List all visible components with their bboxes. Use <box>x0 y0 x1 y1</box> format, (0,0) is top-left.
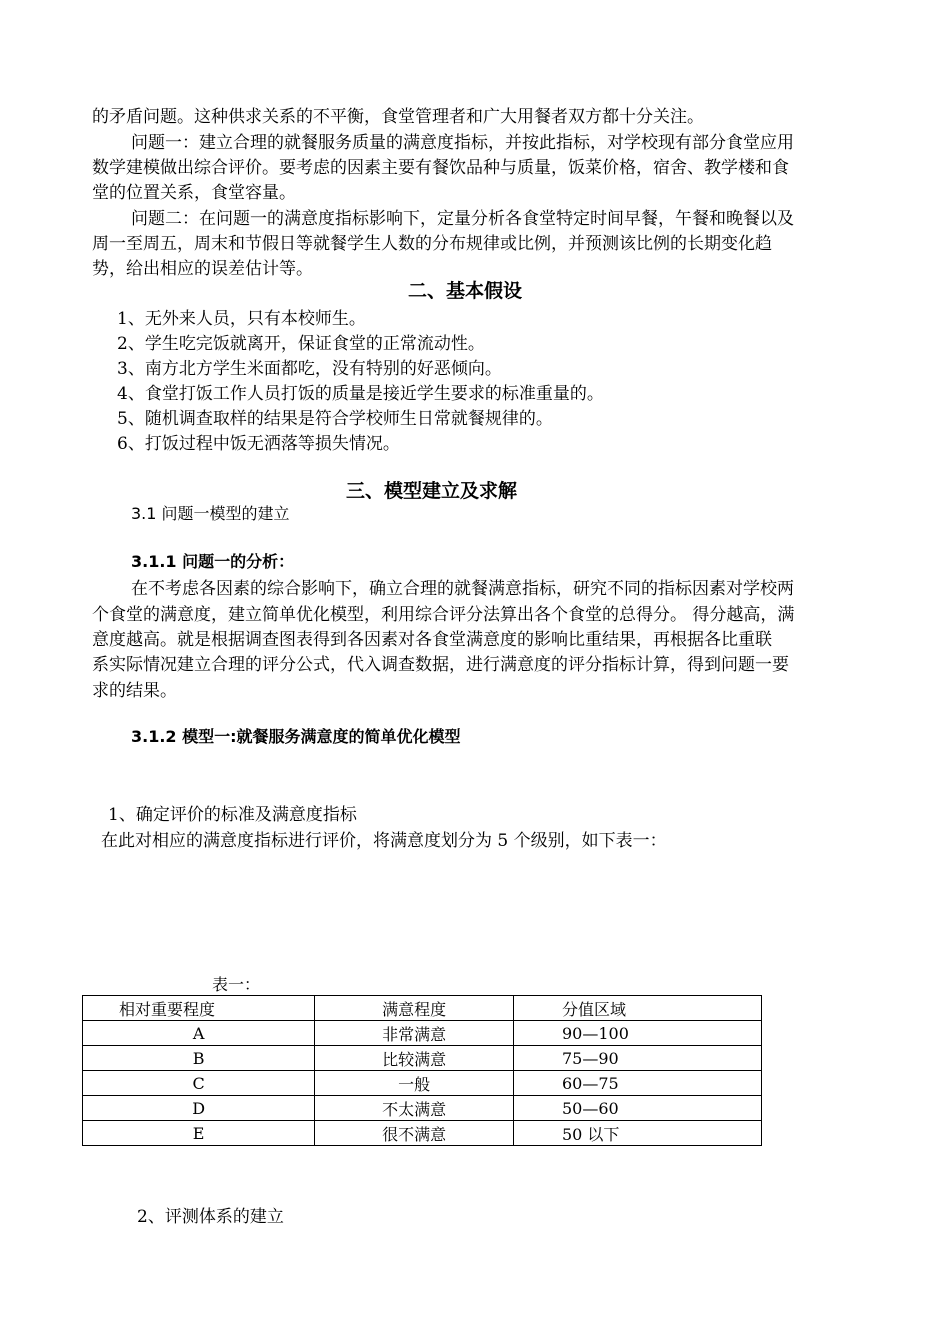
table-cell-grade: B <box>83 1046 315 1071</box>
table-row <box>83 1121 762 1146</box>
analysis-line: 系实际情况建立合理的评分公式，代入调查数据，进行满意度的评分指标计算，得到问题一要 <box>92 655 789 675</box>
table-cell-grade: C <box>83 1071 315 1096</box>
q1-line: 数学建模做出综合评价。要考虑的因素主要有餐饮品种与质量，饭菜价格，宿舍、教学楼和食 <box>92 158 789 178</box>
subsection-3-1: 3.1 问题一模型的建立 <box>131 504 290 523</box>
table-cell-level: 很不满意 <box>315 1121 514 1146</box>
q1-line: 问题一：建立合理的就餐服务质量的满意度指标，并按此指标，对学校现有部分食堂应用 <box>131 133 794 153</box>
assumption-item: 1、无外来人员，只有本校师生。 <box>117 309 366 329</box>
analysis-line: 在不考虑各因素的综合影响下，确立合理的就餐满意指标，研究不同的指标因素对学校两 <box>131 579 794 599</box>
table-cell-level: 不太满意 <box>315 1096 514 1121</box>
analysis-line: 意度越高。就是根据调查图表得到各因素对各食堂满意度的影响比重结果，再根据各比重联 <box>92 630 772 650</box>
assumption-item: 4、食堂打饭工作人员打饭的质量是接近学生要求的标准重量的。 <box>117 384 604 404</box>
table-row <box>83 1021 762 1046</box>
table-header-cell: 分值区域 <box>513 996 761 1021</box>
analysis-line: 求的结果。 <box>92 681 177 701</box>
table-cell-range: 90—100 <box>513 1021 761 1046</box>
intro-line: 的矛盾问题。这种供求关系的不平衡，食堂管理者和广大用餐者双方都十分关注。 <box>92 107 704 127</box>
table-cell-level: 比较满意 <box>315 1046 514 1071</box>
satisfaction-table <box>82 995 762 1146</box>
table-row <box>83 1096 762 1121</box>
section-heading-model: 三、模型建立及求解 <box>346 480 518 502</box>
table-header-row <box>83 996 762 1021</box>
table-cell-range: 50—60 <box>513 1096 761 1121</box>
table-row <box>83 1046 762 1071</box>
table-cell-range: 60—75 <box>513 1071 761 1096</box>
table-cell-range: 50 以下 <box>513 1121 761 1146</box>
assumption-item: 3、南方北方学生米面都吃，没有特别的好恶倾向。 <box>117 359 502 379</box>
table-header-cell: 相对重要程度 <box>83 996 315 1021</box>
assumption-item: 6、打饭过程中饭无洒落等损失情况。 <box>117 434 400 454</box>
table-cell-level: 一般 <box>315 1071 514 1096</box>
table-cell-range: 75—90 <box>513 1046 761 1071</box>
q2-line: 问题二：在问题一的满意度指标影响下，定量分析各食堂特定时间早餐，午餐和晚餐以及 <box>131 209 794 229</box>
assumption-item: 2、学生吃完饭就离开，保证食堂的正常流动性。 <box>117 334 485 354</box>
section-heading-assumptions: 二、基本假设 <box>408 280 523 302</box>
table-cell-grade: E <box>83 1121 315 1146</box>
subsection-3-1-2: 3.1.2 模型一:就餐服务满意度的简单优化模型 <box>131 727 461 746</box>
step-1-description: 在此对相应的满意度指标进行评价，将满意度划分为 5 个级别，如下表一： <box>101 831 667 851</box>
q1-line: 堂的位置关系，食堂容量。 <box>92 183 296 203</box>
assumption-item: 5、随机调查取样的结果是符合学校师生日常就餐规律的。 <box>117 409 553 429</box>
table-cell-grade: A <box>83 1021 315 1046</box>
step-2-title: 2、评测体系的建立 <box>137 1207 284 1227</box>
subsection-3-1-1: 3.1.1 问题一的分析： <box>131 552 295 571</box>
table-row <box>83 1071 762 1096</box>
step-1-title: 1、确定评价的标准及满意度指标 <box>108 805 357 825</box>
q2-line: 势，给出相应的误差估计等。 <box>92 259 313 279</box>
table-caption: 表一： <box>212 975 261 994</box>
analysis-line: 个食堂的满意度，建立简单优化模型，利用综合评分法算出各个食堂的总得分。 得分越高，满 <box>92 605 795 625</box>
table-cell-grade: D <box>83 1096 315 1121</box>
table-header-cell: 满意程度 <box>315 996 514 1021</box>
table-cell-level: 非常满意 <box>315 1021 514 1046</box>
q2-line: 周一至周五，周末和节假日等就餐学生人数的分布规律或比例，并预测该比例的长期变化趋 <box>92 234 772 254</box>
